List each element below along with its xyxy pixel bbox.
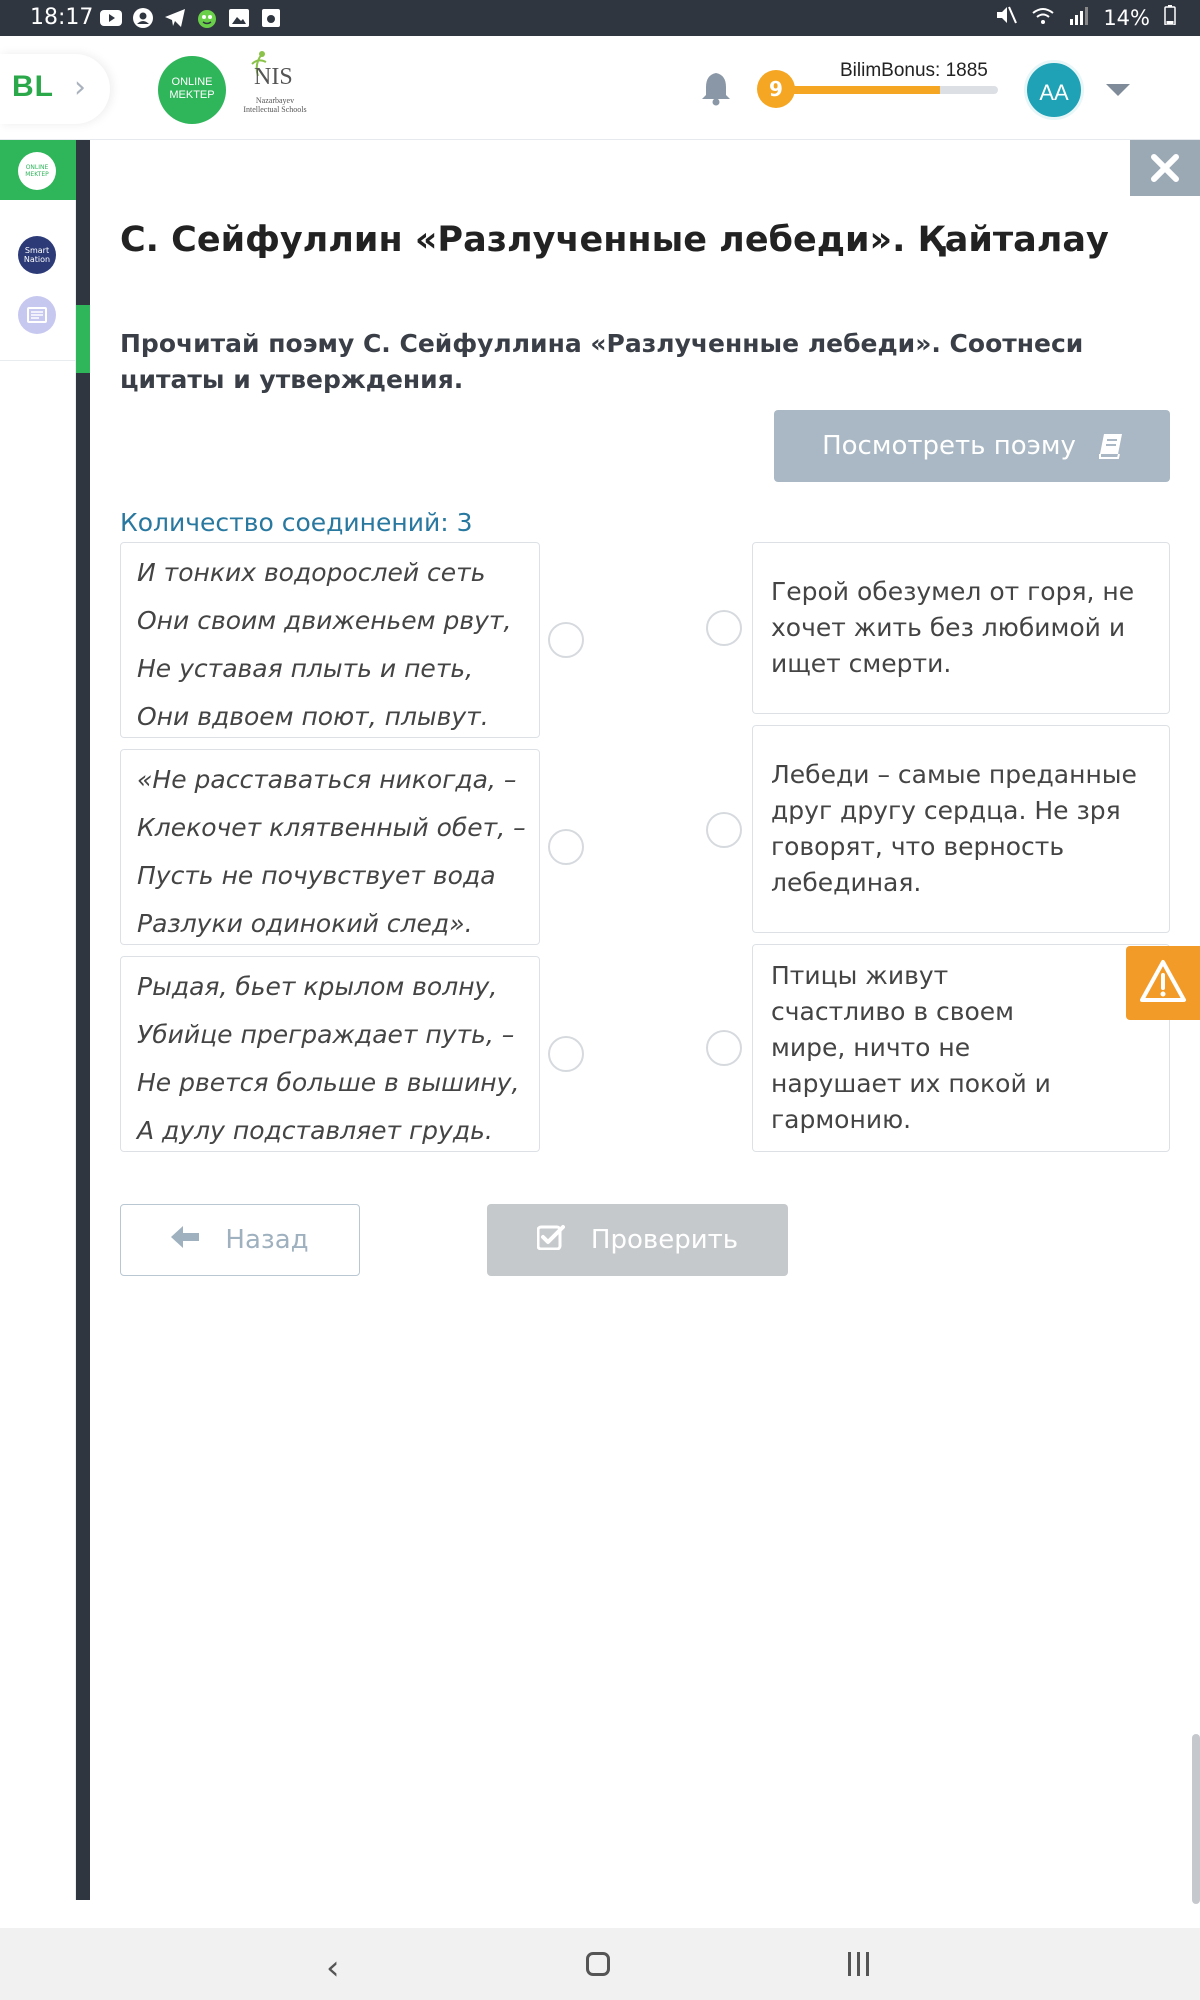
- camera-icon: [260, 7, 282, 29]
- notification-icons: [100, 7, 282, 29]
- online-mektep-icon: ONLINE MEKTEP: [18, 152, 56, 190]
- quote-line: Разлуки одинокий след».: [137, 909, 473, 938]
- app-header: [0, 36, 1200, 140]
- back-button-label: Назад: [225, 1225, 309, 1255]
- view-poem-button[interactable]: [774, 410, 1170, 482]
- content-edge-strip: [76, 140, 90, 1900]
- quote-line: Клекочет клятвенный обет, –: [137, 813, 526, 842]
- battery-text: 14%: [1103, 5, 1150, 30]
- status-time: 18:17: [30, 5, 94, 30]
- statement-card-3[interactable]: [752, 944, 1170, 1152]
- quote-card-1[interactable]: [120, 542, 540, 738]
- quote-card-2[interactable]: [120, 749, 540, 945]
- status-right: [995, 5, 1176, 30]
- nis-title: NIS: [254, 64, 293, 90]
- quote-line: А дулу подставляет грудь.: [137, 1116, 493, 1145]
- bell-icon[interactable]: [700, 70, 732, 106]
- bl-logo-toggle[interactable]: [0, 54, 110, 124]
- quote-line: Они вдвоем поют, плывут.: [137, 702, 489, 731]
- nis-logo: [240, 50, 310, 130]
- checkbox-icon: [537, 1224, 565, 1257]
- arrow-left-icon: [171, 1225, 199, 1255]
- check-button[interactable]: [487, 1204, 788, 1276]
- statement-text: Герой обезумел от горя, не хочет жить без любимой и ищет смерти.: [771, 577, 1135, 678]
- telegram-icon: [164, 7, 186, 29]
- quote-line: Не уставая плыть и петь,: [137, 654, 474, 683]
- bonus-progress-fill: [790, 86, 940, 94]
- signal-icon: [1069, 6, 1089, 30]
- system-nav-bar: [0, 1928, 1200, 2000]
- quote-line: «Не расставаться никогда, –: [137, 765, 517, 794]
- statement-connector-1[interactable]: [706, 610, 742, 646]
- nis-subtitle: Nazarbayev Intellectual Schools: [243, 96, 307, 114]
- close-button[interactable]: [1130, 140, 1200, 196]
- wifi-icon: [1031, 6, 1055, 30]
- sidebar-item-news[interactable]: [18, 296, 56, 334]
- statement-connector-2[interactable]: [706, 812, 742, 848]
- left-sidebar: [0, 140, 76, 1900]
- quote-connector-1[interactable]: [548, 622, 584, 658]
- image-icon: [228, 7, 250, 29]
- nav-home-icon[interactable]: [586, 1952, 610, 1976]
- online-mektep-logo[interactable]: ONLINE MEKTEP: [158, 56, 226, 124]
- quote-line: И тонких водорослей сеть: [137, 558, 486, 587]
- back-button[interactable]: [120, 1204, 360, 1276]
- quote-line: Рыдая, бьет крылом волну,: [137, 972, 498, 1001]
- chevron-down-icon[interactable]: [1106, 84, 1130, 96]
- report-warning-button[interactable]: [1126, 946, 1200, 1020]
- battery-icon: [1164, 5, 1176, 30]
- account-icon: [132, 7, 154, 29]
- sidebar-active-marker: [76, 305, 90, 373]
- face-icon: [196, 7, 218, 29]
- bilim-bonus-label: BilimBonus: 1885: [840, 60, 988, 81]
- quote-card-3[interactable]: [120, 956, 540, 1152]
- status-bar: [0, 0, 1200, 36]
- statement-card-1[interactable]: [752, 542, 1170, 714]
- youtube-icon: [100, 7, 122, 29]
- quote-connector-2[interactable]: [548, 829, 584, 865]
- chevron-right-icon: ›: [74, 70, 86, 105]
- quote-line: Пусть не почувствует вода: [137, 861, 496, 890]
- bl-logo-text: BL: [12, 70, 54, 103]
- statement-connector-3[interactable]: [706, 1030, 742, 1066]
- bonus-progress-bar: [790, 86, 998, 94]
- statement-text: Птицы живут счастливо в своем мире, ничто не нарушает их покой и гармонию.: [771, 961, 1051, 1134]
- scrollbar[interactable]: [1192, 1734, 1200, 1904]
- quote-connector-3[interactable]: [548, 1036, 584, 1072]
- sidebar-divider: [0, 360, 76, 361]
- page-title: С. Сейфуллин «Разлученные лебеди». Қайталау: [120, 220, 1109, 260]
- quote-line: Они своим движеньем рвут,: [137, 606, 512, 635]
- statement-card-2[interactable]: [752, 725, 1170, 933]
- mute-icon: [995, 5, 1017, 30]
- view-poem-label: Посмотреть поэму: [822, 431, 1076, 461]
- statement-text: Лебеди – самые преданные друг другу сердца. Не зря говорят, что верность лебединая.: [771, 760, 1137, 897]
- quote-line: Убийце преграждает путь, –: [137, 1020, 515, 1049]
- avatar[interactable]: AA: [1024, 60, 1084, 120]
- nav-back-icon[interactable]: ‹: [326, 1948, 340, 1988]
- quote-line: Не рвется больше в вышину,: [137, 1068, 520, 1097]
- connections-count: Количество соединений: 3: [120, 508, 473, 537]
- nav-recent-icon[interactable]: [848, 1952, 869, 1976]
- book-icon: [1098, 432, 1122, 460]
- level-badge: 9: [757, 70, 795, 108]
- task-instruction: Прочитай поэму С. Сейфуллина «Разлученные лебеди». Соотнеси цитаты и утверждения.: [120, 329, 1084, 394]
- sidebar-item-online-mektep[interactable]: [0, 140, 76, 200]
- check-button-label: Проверить: [590, 1225, 739, 1255]
- sidebar-item-smart-nation[interactable]: Smart Nation: [18, 236, 56, 274]
